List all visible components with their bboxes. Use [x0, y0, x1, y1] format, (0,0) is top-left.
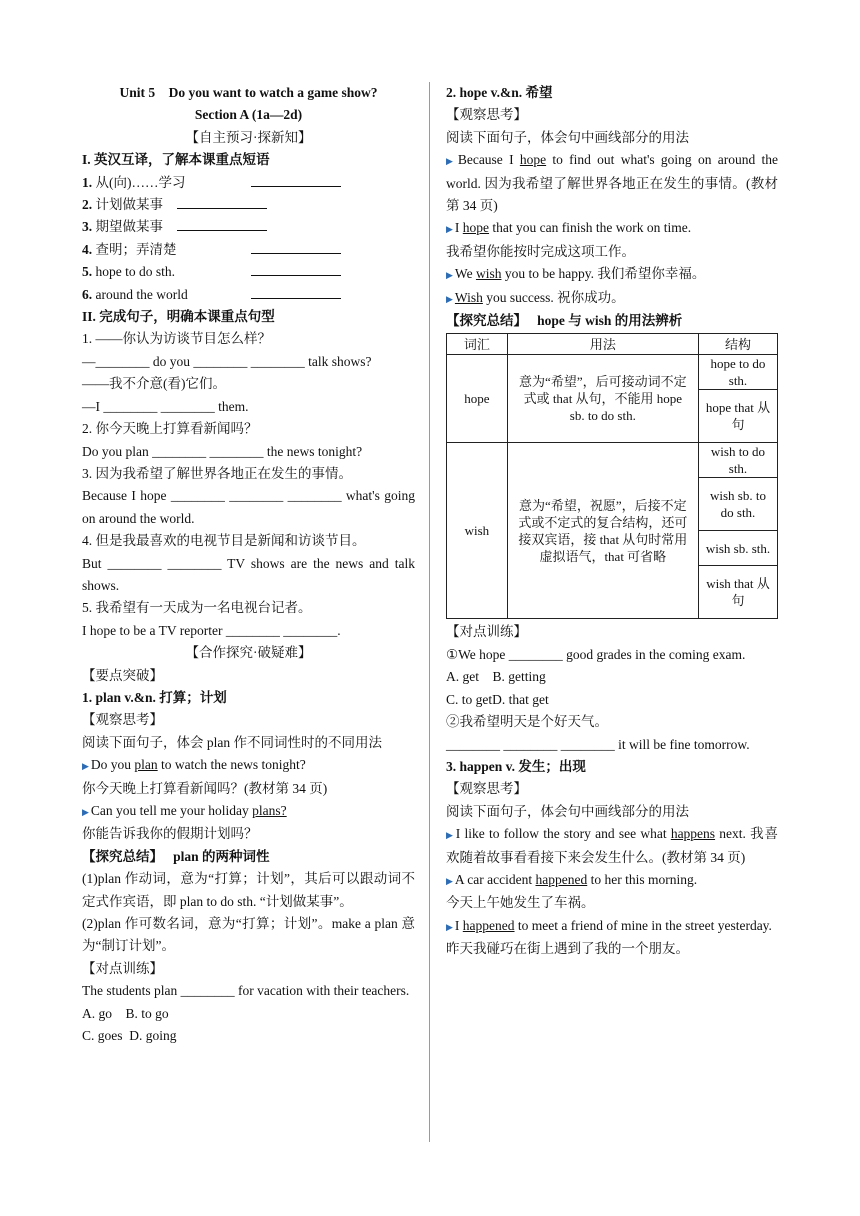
observe-heading: 【观察思考】: [446, 107, 527, 123]
table-header: 词汇: [447, 334, 508, 355]
example-translation: 昨天我碰巧在街上遇到了我的一个朋友。: [446, 941, 689, 957]
bullet-triangle-icon: ▶: [446, 921, 453, 932]
example-translation: 今天上午她发生了车祸。: [446, 895, 595, 911]
point3-title: 3. happen v. 发生；出现: [446, 758, 586, 774]
summary-title: 【探究总结】 hope 与 wish 的用法辨析: [446, 313, 683, 329]
summary-point: (1)plan 作动词，意为“打算；计划”，其后可以跟动词不定式作宾语，即 plan to do sth. “计划做某事”。: [82, 871, 415, 909]
practice-heading: 【对点训练】: [446, 624, 527, 640]
sentence-en: But ________ ________ TV shows are the news and talk shows.: [82, 555, 415, 593]
practice-question: The students plan ________ for vacation with their teachers.: [82, 983, 410, 999]
observe-heading: 【观察思考】: [446, 781, 527, 797]
sentence-cn: ——我不介意(看)它们。: [82, 376, 226, 392]
example-sentence: ▶ Wish you success. 祝你成功。: [446, 289, 625, 305]
sentence-cn: 1. ——你认为访谈节目怎么样？: [82, 331, 271, 347]
phrase-item: 5. hope to do sth.: [82, 261, 415, 283]
bullet-triangle-icon: ▶: [82, 807, 89, 817]
preview-heading: 【自主预习·探新知】: [185, 129, 312, 145]
bullet-triangle-icon: ▶: [446, 224, 453, 235]
table-structure: wish sb. sth.: [698, 531, 777, 566]
column-divider: [429, 82, 430, 1142]
practice-options: C. to getD. that get: [446, 691, 549, 707]
example-translation: 你能告诉我你的假期计划吗？: [82, 826, 258, 842]
part1-title: I. 英汉互译，了解本课重点短语: [82, 152, 270, 168]
phrase-item: 3. 期望做某事: [82, 216, 415, 238]
example-sentence: ▶ Can you tell me your holiday plans?: [82, 803, 287, 818]
bullet-triangle-icon: ▶: [446, 875, 453, 886]
phrase-item: 2. 计划做某事: [82, 194, 415, 216]
table-header: 用法: [507, 334, 698, 355]
example-sentence: ▶ Because I hope to find out what's going on around the world. 因为我希望了解世界各地正在发生的事情。(教材第 34 页): [446, 152, 778, 214]
table-structure: wish that 从句: [698, 566, 777, 619]
hope-wish-table: [446, 333, 778, 619]
practice-heading: 【对点训练】: [82, 960, 163, 976]
point1-title: 1. plan v.&n. 打算；计划: [82, 689, 227, 705]
phrase-item: 1. 从(向)……学习: [82, 172, 415, 194]
bullet-triangle-icon: ▶: [446, 830, 454, 841]
phrase-item: 4. 查明；弄清楚: [82, 239, 415, 261]
observe-text: 阅读下面句子，体会句中画线部分的用法: [446, 129, 689, 145]
practice-options: C. goes D. going: [82, 1028, 177, 1044]
table-word: hope: [447, 355, 508, 443]
sentence-cn: 4. 但是我最喜欢的电视节目是新闻和访谈节目。: [82, 533, 366, 549]
table-usage: 意为“希望，祝愿”，后接不定式或不定式的复合结构，还可接双宾语，接 that 从句时常用虚拟语气，that 可省略: [507, 443, 698, 619]
bullet-triangle-icon: ▶: [446, 270, 453, 281]
summary-point: (2)plan 作可数名词，意为“打算；计划”。make a plan 意为“制订计划”。: [82, 916, 415, 954]
example-sentence: ▶ I happened to meet a friend of mine in the street yesterday.: [446, 917, 772, 933]
example-translation: 我希望你能按时完成这项工作。: [446, 243, 635, 259]
bullet-triangle-icon: ▶: [82, 761, 89, 772]
right-column: [446, 82, 778, 961]
example-sentence: ▶ I hope that you can finish the work on time.: [446, 220, 692, 236]
sentence-en: I hope to be a TV reporter ________ ________.: [82, 622, 341, 638]
table-structure: wish to do sth.: [698, 443, 777, 478]
example-translation: 你今天晚上打算看新闻吗？(教材第 34 页): [82, 780, 328, 796]
table-structure: hope that 从句: [698, 390, 777, 443]
observe-text: 阅读下面句子，体会 plan 作不同词性时的不同用法: [82, 734, 382, 750]
bullet-triangle-icon: ▶: [446, 156, 456, 167]
observe-heading: 【观察思考】: [82, 712, 163, 728]
practice-question: ②我希望明天是个好天气。: [446, 714, 608, 730]
example-sentence: ▶ We wish you to be happy. 我们希望你幸福。: [446, 266, 706, 282]
observe-text: 阅读下面句子，体会句中画线部分的用法: [446, 803, 689, 819]
sentence-en: —________ do you ________ ________ talk shows?: [82, 353, 372, 369]
coop-heading: 【合作探究·破疑难】: [185, 645, 312, 661]
sentence-cn: 5. 我希望有一天成为一名电视台记者。: [82, 600, 312, 616]
table-structure: hope to do sth.: [698, 355, 777, 390]
part2-title: II. 完成句子，明确本课重点句型: [82, 309, 275, 325]
sentence-en: Do you plan ________ ________ the news tonight?: [82, 443, 363, 459]
phrase-item: 6. around the world: [82, 284, 415, 306]
practice-question: ①We hope ________ good grades in the coming exam.: [446, 646, 746, 662]
table-header: 结构: [698, 334, 777, 355]
unit-title: Unit 5 Do you want to watch a game show?: [119, 85, 378, 100]
example-sentence: ▶ Do you plan to watch the news tonight?: [82, 757, 306, 773]
left-column: [82, 82, 415, 1047]
section-title: Section A (1a—2d): [194, 107, 303, 123]
sentence-en: Because I hope ________ ________ ________ what's going on around the world.: [82, 488, 415, 526]
example-sentence: ▶ A car accident happened to her this morning.: [446, 871, 698, 887]
key-heading: 【要点突破】: [82, 667, 163, 683]
table-usage: 意为“希望”，后可接动词不定式或 that 从句，不能用 hope sb. to do sth.: [507, 355, 698, 443]
practice-options: A. get B. getting: [446, 669, 546, 685]
sentence-en: —I ________ ________ them.: [82, 398, 249, 414]
point2-title: 2. hope v.&n. 希望: [446, 85, 553, 100]
summary-title: 【探究总结】 plan 的两种词性: [82, 848, 270, 864]
bullet-triangle-icon: ▶: [446, 293, 453, 304]
table-structure: wish sb. to do sth.: [698, 478, 777, 531]
practice-options: A. go B. to go: [82, 1005, 169, 1021]
example-sentence: ▶ I like to follow the story and see what happens next. 我喜欢随着故事看看接下来会发生什么。(教材第 34 页): [446, 826, 778, 865]
sentence-cn: 3. 因为我希望了解世界各地正在发生的事情。: [82, 465, 352, 481]
sentence-cn: 2. 你今天晚上打算看新闻吗？: [82, 421, 258, 437]
table-word: wish: [447, 443, 508, 619]
practice-question: ________ ________ ________ it will be fine tomorrow.: [446, 736, 750, 752]
